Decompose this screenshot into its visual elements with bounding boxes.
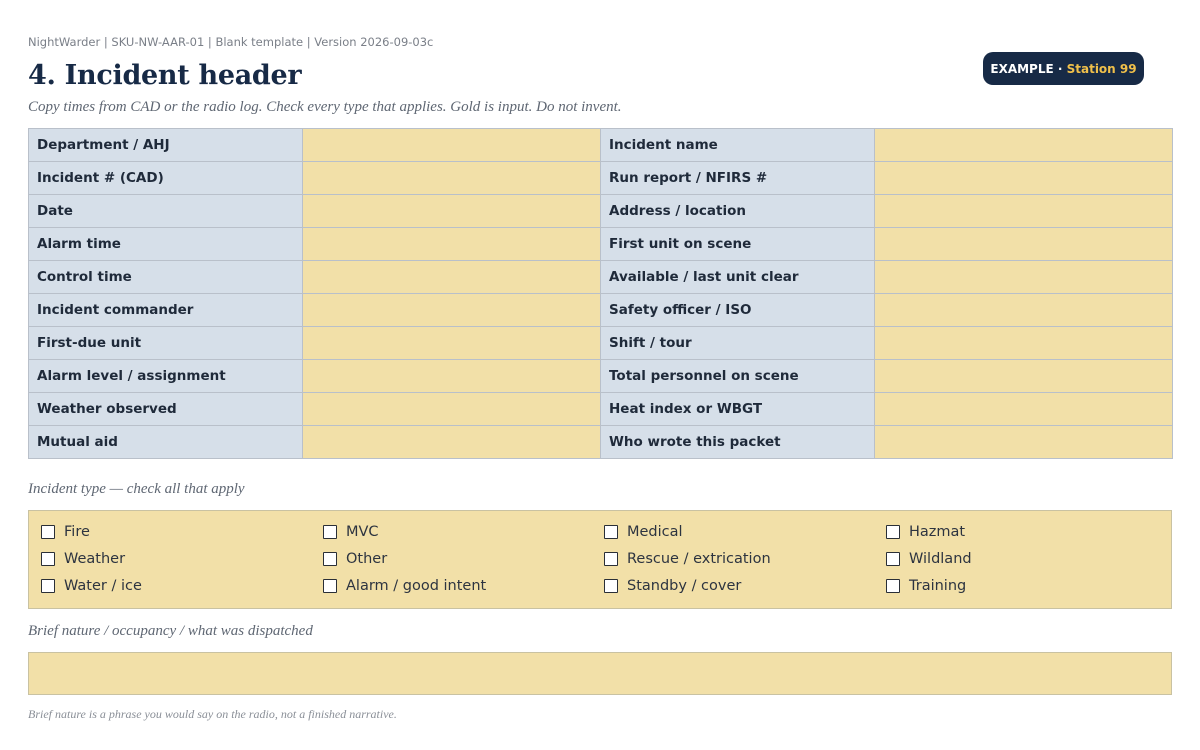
field-label: Available / last unit clear [601,261,875,294]
field-input[interactable] [875,195,1173,228]
field-label: Date [29,195,303,228]
field-input[interactable] [875,162,1173,195]
incident-type-option[interactable] [604,524,683,540]
incident-type-label: Standby / cover [627,578,742,594]
checkbox[interactable] [41,552,55,566]
checkbox[interactable] [323,525,337,539]
checkbox[interactable] [886,552,900,566]
incident-type-label: Medical [627,524,683,540]
incident-type-label: MVC [346,524,379,540]
incident-type-label: Fire [64,524,90,540]
field-label: Incident # (CAD) [29,162,303,195]
incident-type-label: Weather [64,551,126,567]
incident-type-label: Wildland [909,551,972,567]
incident-type-label: Hazmat [909,524,966,540]
incident-type-label: Other [346,551,388,567]
field-input[interactable] [875,360,1173,393]
incident-type-label: Rescue / extrication [627,551,771,567]
checkbox[interactable] [604,579,618,593]
document-meta-line: NightWarder | SKU-NW-AAR-01 | Blank template | Version 2026-09-03c [28,35,434,49]
page-title: 4. Incident header [28,60,302,91]
incident-type-checklist [28,510,1172,609]
incident-type-label: Water / ice [64,578,142,594]
badge-prefix: EXAMPLE · [990,61,1067,76]
field-input[interactable] [303,426,601,459]
field-input[interactable] [303,393,601,426]
badge-station: Station 99 [1066,61,1137,76]
checkbox[interactable] [604,552,618,566]
field-input[interactable] [303,195,601,228]
header-row [29,195,1173,228]
incident-type-option[interactable] [323,551,387,567]
page-subtitle: Copy times from CAD or the radio log. Check every type that applies. Gold is input. Do not invent. [28,99,622,115]
field-label: Address / location [601,195,875,228]
field-input[interactable] [303,129,601,162]
incident-type-label: Alarm / good intent [346,578,487,594]
incident-type-label: Incident type — check all that apply [28,481,245,497]
header-row [29,228,1173,261]
field-input[interactable] [875,426,1173,459]
field-input[interactable] [875,129,1173,162]
field-label: Department / AHJ [29,129,303,162]
field-label: Control time [29,261,303,294]
checkbox[interactable] [323,579,337,593]
field-input[interactable] [303,327,601,360]
checkbox[interactable] [886,579,900,593]
field-label: Heat index or WBGT [601,393,875,426]
field-input[interactable] [875,261,1173,294]
header-row [29,327,1173,360]
incident-type-label: Training [909,578,967,594]
header-row [29,162,1173,195]
example-station-badge [983,52,1144,85]
header-row [29,129,1173,162]
checkbox[interactable] [323,552,337,566]
brief-nature-field[interactable] [28,652,1172,695]
checkbox[interactable] [41,525,55,539]
field-label: First-due unit [29,327,303,360]
header-row [29,261,1173,294]
field-label: Mutual aid [29,426,303,459]
field-label: First unit on scene [601,228,875,261]
incident-type-option[interactable] [604,551,771,567]
checkbox[interactable] [604,525,618,539]
field-input[interactable] [875,228,1173,261]
header-row [29,426,1173,459]
brief-nature-label: Brief nature / occupancy / what was dispatched [28,623,313,639]
field-label: Total personnel on scene [601,360,875,393]
field-input[interactable] [875,393,1173,426]
header-row [29,360,1173,393]
incident-type-option[interactable] [323,578,486,594]
field-input[interactable] [875,294,1173,327]
checkbox[interactable] [886,525,900,539]
field-input[interactable] [303,162,601,195]
header-row [29,294,1173,327]
incident-type-option[interactable] [41,551,125,567]
field-label: Shift / tour [601,327,875,360]
incident-type-option[interactable] [41,524,90,540]
incident-type-option[interactable] [323,524,379,540]
field-label: Alarm level / assignment [29,360,303,393]
field-input[interactable] [303,261,601,294]
field-label: Incident name [601,129,875,162]
field-label: Run report / NFIRS # [601,162,875,195]
field-label: Alarm time [29,228,303,261]
field-label: Weather observed [29,393,303,426]
footnote: Brief nature is a phrase you would say on the radio, not a finished narrative. [28,707,397,721]
incident-type-option[interactable] [604,578,741,594]
incident-header-table [28,128,1173,459]
field-input[interactable] [303,360,601,393]
field-label: Safety officer / ISO [601,294,875,327]
incident-type-option[interactable] [886,578,966,594]
checkbox[interactable] [41,579,55,593]
incident-type-option[interactable] [41,578,142,594]
field-input[interactable] [303,294,601,327]
incident-type-option[interactable] [886,551,972,567]
header-row [29,393,1173,426]
incident-type-option[interactable] [886,524,965,540]
field-label: Incident commander [29,294,303,327]
field-label: Who wrote this packet [601,426,875,459]
field-input[interactable] [303,228,601,261]
field-input[interactable] [875,327,1173,360]
